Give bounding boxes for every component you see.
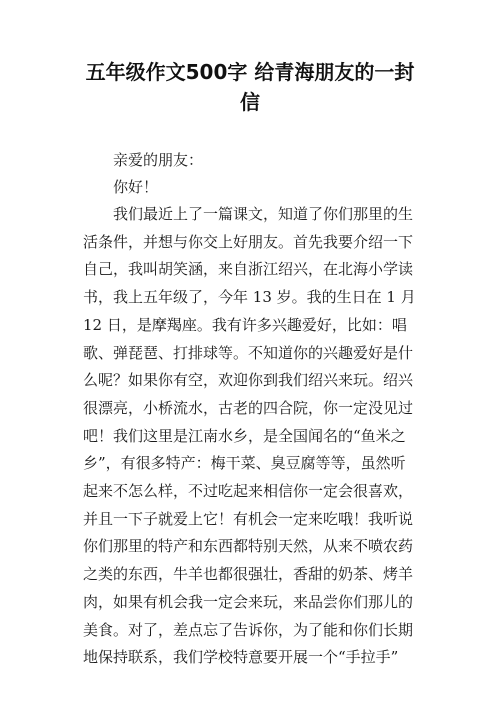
letter-body-line: 12 日，是摩羯座。我有许多兴趣爱好，比如：唱 (83, 315, 407, 334)
letter-body-line: 活条件，并想与你交上好朋友。首先我要介绍一下 (83, 232, 414, 251)
document-title-line-1: 五年级作文500字 给青海朋友的一封 (85, 60, 415, 84)
letter-body-line: 么呢？如果你有空，欢迎你到我们绍兴来玩。绍兴 (83, 371, 414, 390)
letter-body-line: 肉，如果有机会我一定会来玩，来品尝你们那儿的 (83, 592, 414, 611)
letter-body-line: 地保持联系，我们学校特意要开展一个“手拉手” (83, 648, 399, 667)
letter-body-line: 乡”，有很多特产：梅干菜、臭豆腐等等，虽然听 (83, 454, 406, 473)
letter-body-line: 起来不怎么样，不过吃起来相信你一定会很喜欢， (83, 482, 414, 500)
letter-body-line: 美食。对了，差点忘了告诉你，为了能和你们长期 (83, 620, 414, 639)
document-title-line-2: 信 (240, 90, 260, 114)
letter-body-line: 你们那里的特产和东西都特别天然，从来不喷农药 (83, 537, 414, 556)
letter-body-line: 我们最近上了一篇课文，知道了你们那里的生 (113, 205, 414, 223)
letter-body-line: 吧！我们这里是江南水乡，是全国闻名的“鱼米之 (83, 426, 406, 445)
letter-body-line: 并且一下子就爱上它！有机会一定来吃哦！我听说 (83, 509, 414, 528)
greeting: 你好！ (113, 178, 159, 196)
letter-body-line: 歌、弹琵琶、打排球等。不知道你的兴趣爱好是什 (83, 343, 414, 362)
letter-body-line: 很漂亮，小桥流水，古老的四合院，你一定没见过 (83, 398, 414, 417)
letter-body-line: 自己，我叫胡笑涵，来自浙江绍兴，在北海小学读 (83, 260, 414, 279)
salutation: 亲爱的朋友： (113, 151, 204, 169)
letter-body-line: 书，我上五年级了，今年 13 岁。我的生日在 1 月 (83, 288, 416, 307)
letter-body-line: 之类的东西，牛羊也都很强壮，香甜的奶茶、烤羊 (83, 565, 414, 584)
